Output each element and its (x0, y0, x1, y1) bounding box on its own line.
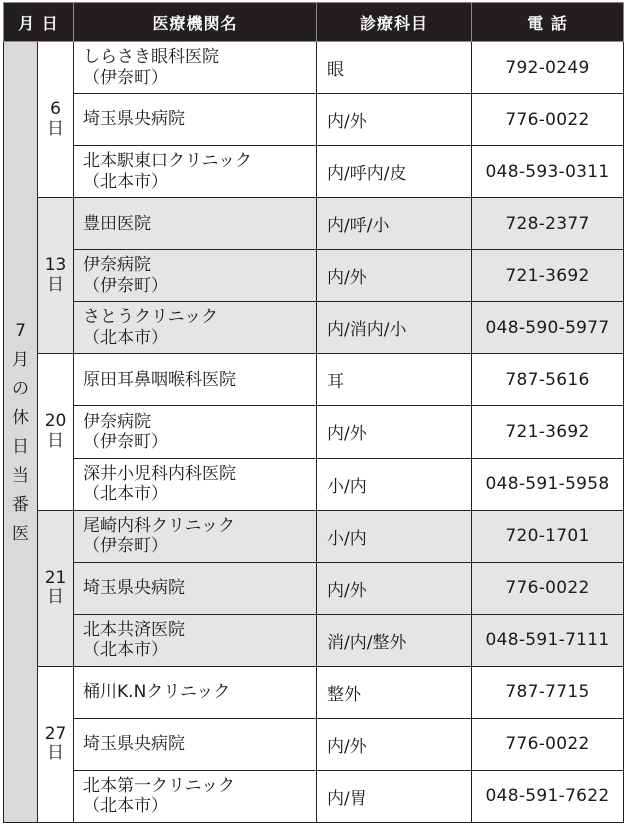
institution-name: 北本第一クリニック (83, 776, 235, 797)
department-cell: 内/外 (317, 562, 472, 614)
institution-cell (74, 718, 317, 770)
institution-cell (74, 354, 317, 406)
table-row (4, 770, 624, 822)
day-unit: 日 (47, 430, 64, 451)
phone-cell: 776-0022 (472, 718, 624, 770)
month-label-cell (4, 42, 38, 823)
day-cell (38, 198, 74, 354)
phone-cell: 728-2377 (472, 198, 624, 250)
month-label-char: 7 (15, 321, 26, 341)
institution-name: 埼玉県央病院 (83, 734, 186, 755)
table-row (4, 198, 624, 250)
day-cell (38, 666, 74, 822)
table-row (4, 302, 624, 354)
institution-cell (74, 458, 317, 510)
department-cell: 内/外 (317, 94, 472, 146)
day-number: 20 (44, 411, 67, 432)
table-row (4, 718, 624, 770)
institution-cell (74, 770, 317, 822)
institution-cell (74, 198, 317, 250)
institution-area: （北本市） (83, 171, 169, 192)
institution-cell (74, 146, 317, 198)
month-label-char: 休 (12, 408, 29, 428)
institution-cell (74, 614, 317, 666)
department-cell: 消/内/整外 (317, 614, 472, 666)
holiday-duty-doctor-table (3, 2, 624, 823)
phone-cell: 776-0022 (472, 562, 624, 614)
institution-name: 深井小児科内科医院 (83, 463, 237, 484)
table-row (4, 42, 624, 94)
table-row (4, 250, 624, 302)
header-month-day: 月 日 (4, 3, 74, 42)
institution-cell (74, 94, 317, 146)
phone-cell: 721-3692 (472, 250, 624, 302)
institution-name: さとうクリニック (83, 307, 218, 328)
day-number: 6 (50, 99, 61, 120)
month-label-char: の (12, 379, 29, 399)
day-cell (38, 354, 74, 510)
institution-name: 原田耳鼻咽喉科医院 (83, 369, 237, 390)
department-cell: 眼 (317, 42, 472, 94)
day-unit: 日 (47, 743, 64, 764)
institution-cell (74, 250, 317, 302)
table-row (4, 354, 624, 406)
phone-cell: 792-0249 (472, 42, 624, 94)
institution-area: （伊奈町） (83, 431, 169, 452)
table-row (4, 666, 624, 718)
day-number: 21 (44, 567, 67, 588)
phone-cell: 721-3692 (472, 406, 624, 458)
institution-area: （北本市） (83, 327, 169, 348)
department-cell: 内/外 (317, 406, 472, 458)
phone-cell: 048-591-5958 (472, 458, 624, 510)
institution-area: （北本市） (83, 640, 169, 661)
institution-name: しらさき眼科医院 (83, 47, 220, 68)
institution-area: （伊奈町） (83, 67, 169, 88)
department-cell: 小/内 (317, 458, 472, 510)
table-row (4, 146, 624, 198)
institution-area: （伊奈町） (83, 275, 169, 296)
institution-cell (74, 562, 317, 614)
institution-cell (74, 42, 317, 94)
phone-cell: 048-591-7111 (472, 614, 624, 666)
table-row (4, 406, 624, 458)
phone-cell: 048-590-5977 (472, 302, 624, 354)
month-label-char: 医 (12, 524, 29, 544)
department-cell: 内/外 (317, 250, 472, 302)
month-label-char: 当 (12, 466, 29, 486)
table-row (4, 510, 624, 562)
phone-cell: 787-7715 (472, 666, 624, 718)
institution-name: 埼玉県央病院 (83, 577, 186, 598)
table-row (4, 614, 624, 666)
department-cell: 内/消内/小 (317, 302, 472, 354)
day-cell (38, 510, 74, 666)
department-cell: 内/胃 (317, 770, 472, 822)
institution-area: （北本市） (83, 796, 169, 817)
institution-cell (74, 302, 317, 354)
phone-cell: 720-1701 (472, 510, 624, 562)
phone-cell: 048-591-7622 (472, 770, 624, 822)
header-department: 診療科目 (317, 3, 472, 42)
month-label-char: 月 (12, 350, 29, 370)
day-cell (38, 42, 74, 198)
phone-cell: 776-0022 (472, 94, 624, 146)
department-cell: 内/呼/小 (317, 198, 472, 250)
department-cell: 耳 (317, 354, 472, 406)
institution-name: 埼玉県央病院 (83, 109, 186, 130)
phone-cell: 048-593-0311 (472, 146, 624, 198)
institution-name: 桶川K.Nクリニック (83, 682, 231, 703)
header-phone: 電 話 (472, 3, 624, 42)
month-label-char: 番 (12, 495, 29, 515)
day-unit: 日 (47, 587, 64, 608)
department-cell: 整外 (317, 666, 472, 718)
table-body (4, 42, 624, 823)
table-row (4, 94, 624, 146)
institution-area: （北本市） (83, 484, 169, 505)
phone-cell: 787-5616 (472, 354, 624, 406)
month-label (12, 323, 29, 543)
institution-name: 北本共済医院 (83, 619, 186, 640)
department-cell: 内/外 (317, 718, 472, 770)
day-number: 13 (44, 255, 67, 276)
institution-area: （伊奈町） (83, 536, 169, 557)
institution-name: 北本駅東口クリニック (83, 151, 252, 172)
department-cell: 内/呼内/皮 (317, 146, 472, 198)
institution-cell (74, 666, 317, 718)
table-row (4, 458, 624, 510)
day-unit: 日 (47, 118, 64, 139)
institution-name: 伊奈病院 (83, 255, 152, 276)
institution-name: 伊奈病院 (83, 411, 152, 432)
table-row (4, 562, 624, 614)
institution-name: 豊田医院 (83, 213, 152, 234)
day-number: 27 (44, 723, 67, 744)
day-unit: 日 (47, 274, 64, 295)
table-header-row (4, 3, 624, 42)
institution-name: 尾崎内科クリニック (83, 515, 235, 536)
department-cell: 小/内 (317, 510, 472, 562)
month-label-char: 日 (12, 437, 29, 457)
header-institution: 医療機関名 (74, 3, 317, 42)
institution-cell (74, 510, 317, 562)
institution-cell (74, 406, 317, 458)
